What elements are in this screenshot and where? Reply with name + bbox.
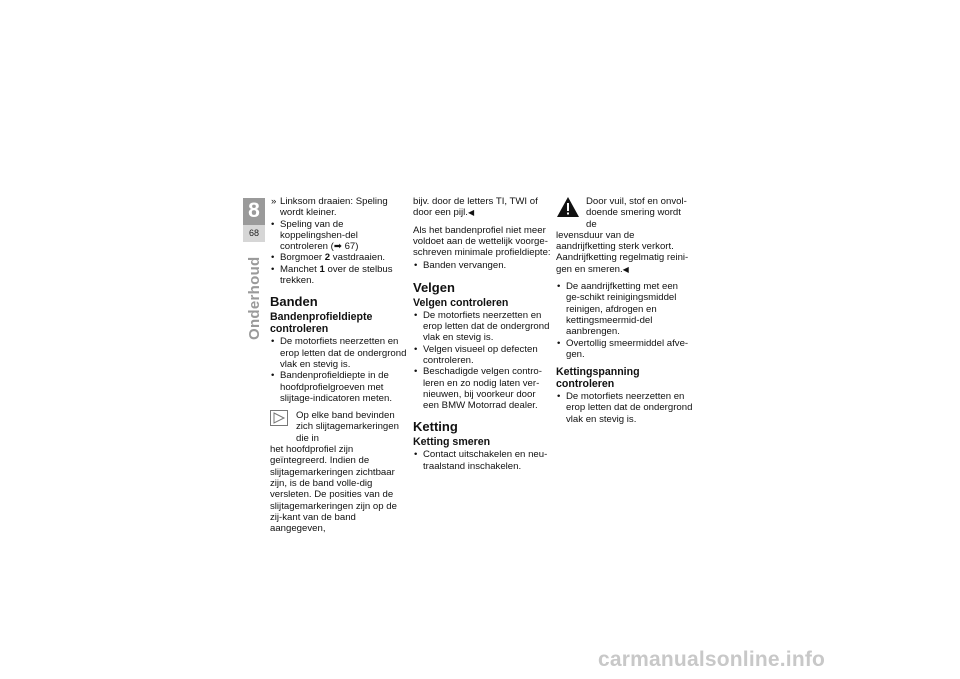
warning-paragraph: Door vuil, stof en onvol-doende smering wordt de levensduur van de aandrijfketting sterk verkort. Aandrijfketting regelmatig reini-gen en smeren.◀ xyxy=(556,196,689,275)
watermark-text: carmanualsonline.info xyxy=(598,648,826,671)
chapter-number: 8 xyxy=(248,199,260,222)
chapter-side-title: Onderhoud xyxy=(246,256,263,340)
heading-bandenprofieldiepte: Bandenprofieldiepte controleren xyxy=(270,311,373,336)
note-continuation: bijv. door de letters TI, TWI of door een pijl.◀ xyxy=(413,196,538,219)
warning-triangle-icon xyxy=(556,196,580,218)
column-2 xyxy=(413,196,551,478)
chapter-tab xyxy=(243,198,265,242)
list-item: » Linksom draaien: Speling wordt kleiner. xyxy=(270,196,408,219)
heading-velgen-controleren: Velgen controleren xyxy=(413,296,509,309)
list-item: • De motorfiets neerzetten en erop letten dat de ondergrond vlak en stevig is. xyxy=(556,391,694,425)
list-spanning xyxy=(556,391,694,425)
end-mark-icon: ◀ xyxy=(622,264,629,274)
list-item: • Beschadigde velgen contro-leren en zo nodig laten ver-nieuwen, bij voorkeur door een BMW Motorrad dealer. xyxy=(413,366,551,411)
list-item: • De aandrijfketting met een ge-schikt reinigingsmiddel reinigen, afdrogen en kettingsmeermid-del aanbrengen. xyxy=(556,281,694,337)
list-profiel xyxy=(270,336,408,404)
list-item: • Borgmoer 2 vastdraaien. xyxy=(270,252,408,263)
heading-ketting-smeren: Ketting smeren xyxy=(413,436,491,449)
note-triangle-icon xyxy=(270,410,288,426)
list-item: • Banden vervangen. xyxy=(413,260,551,271)
list-item: • Manchet 1 over de stelbus trekken. xyxy=(270,264,408,287)
heading-velgen: Velgen xyxy=(413,279,455,295)
note-paragraph: Op elke band bevinden zich slijtagemarkeringen die in het hoofdprofiel zijn geïntegreerd. Indien de slijtagemarkeringen zichtbaar zijn, is de band volle-dig versleten. De posities van de slijtagemarkeringen zijn op de zij-kant van de band aangegeven, xyxy=(270,410,399,535)
heading-kettingspanning: Kettingspanning controleren xyxy=(556,366,640,391)
list-ketting-smeren xyxy=(556,281,694,360)
page-number: 68 xyxy=(243,225,265,242)
page-ref-arrow-icon: ➡ xyxy=(333,241,345,253)
paragraph-profile-limit: Als het bandenprofiel niet meer voldoet aan de wettelijk voorge-schreven minimale profieldiepte: xyxy=(413,224,551,259)
column-1 xyxy=(270,196,408,540)
list-item: • De motorfiets neerzetten en erop letten dat de ondergrond vlak en stevig is. xyxy=(270,336,408,370)
list-velgen xyxy=(413,310,551,412)
list-item: • De motorfiets neerzetten en erop letten dat de ondergrond vlak en stevig is. xyxy=(413,310,551,344)
end-mark-icon: ◀ xyxy=(467,208,475,218)
list-item: • Bandenprofieldiepte in de hoofdprofielgroeven met slijtage-indicatoren meten. xyxy=(270,370,408,404)
list-item: • Contact uitschakelen en neu-traalstand inschakelen. xyxy=(413,449,551,472)
list-ketting xyxy=(413,449,551,472)
list-adjust xyxy=(270,196,408,286)
list-item: • Overtollig smeermiddel afve-gen. xyxy=(556,338,694,361)
column-3 xyxy=(556,196,694,431)
list-item: • Velgen visueel op defecten controleren. xyxy=(413,344,551,367)
list-item: • Speling van de koppelingshen-del controleren (➡ 67) xyxy=(270,219,408,253)
heading-banden: Banden xyxy=(270,294,318,310)
heading-ketting: Ketting xyxy=(413,419,458,435)
page-ref-link[interactable]: 67 xyxy=(344,241,356,253)
list-banden xyxy=(413,260,551,271)
